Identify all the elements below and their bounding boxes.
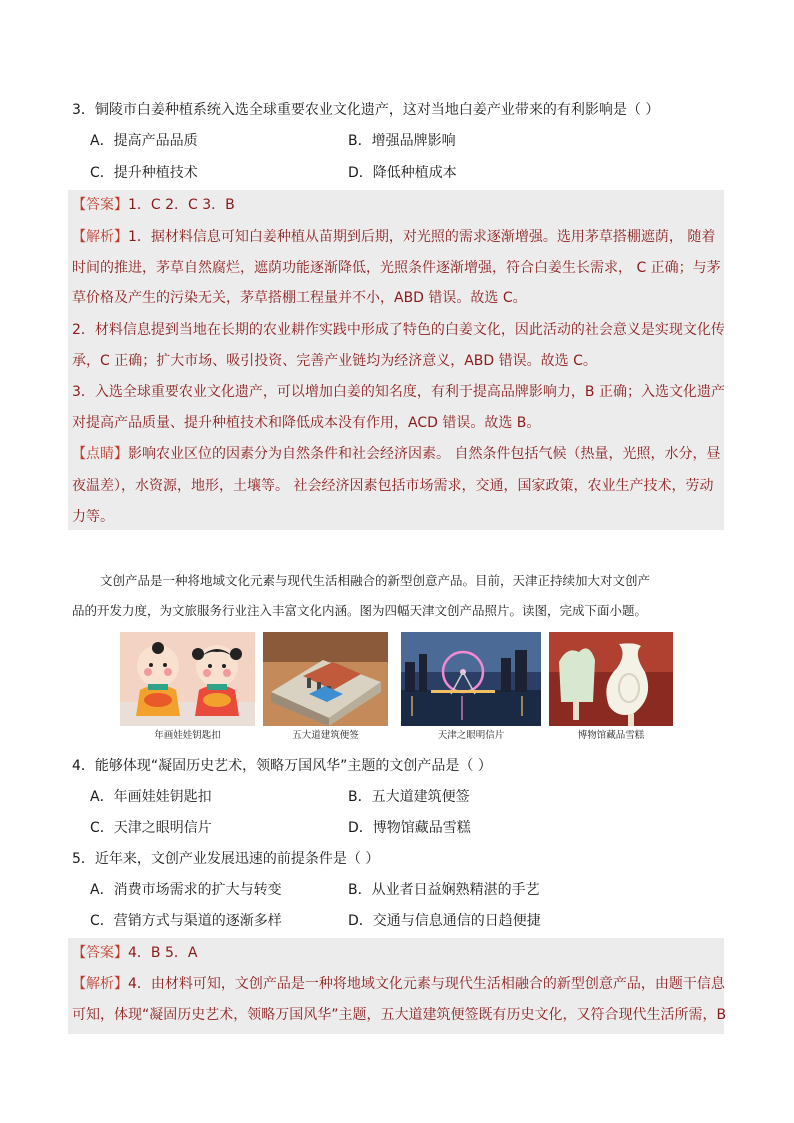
analysis-text: 4．由材料可知，文创产品是一种将地域文化元素与现代生活相融合的新型创意产品，由题干信息 — [128, 976, 725, 992]
photo-caption-4: 博物馆藏品雪糕 — [577, 730, 645, 741]
q3-option-d: D．降低种植成本 — [348, 165, 457, 181]
answer-text: 4．B 5．A — [128, 945, 198, 961]
tip-1-line-1 — [72, 444, 720, 464]
answer-text: 1．C 2．C 3．B — [128, 197, 235, 213]
q5-option-d: D．交通与信息通信的日趋便捷 — [348, 913, 541, 929]
intro-line-1: 文创产品是一种将地域文化元素与现代生活相融合的新型创意产品。目前，天津正持续加大对文创产 — [100, 573, 651, 588]
analysis-2-line-2: 可知，体现“凝固历史艺术，领略万国风华”主题，五大道建筑便签既有历史文化，又符合现代生活所需，B — [72, 1007, 727, 1023]
q4-option-a: A．年画娃娃钥匙扣 — [90, 789, 212, 805]
question-5-stem: 5．近年来，文创产业发展迅速的前提条件是（ ） — [72, 851, 380, 867]
tip-1-line-2: 夜温差），水资源，地形，土壤等。 社会经济因素包括市场需求，交通，国家政策，农业生产技术，劳动 — [72, 478, 714, 494]
analysis-1-line-3: 草价格及产生的污染无关，茅草搭棚工程量并不小，ABD 错误。故选 C。 — [72, 290, 527, 306]
question-3-stem: 3．铜陵市白姜种植系统入选全球重要农业文化遗产，这对当地白姜产业带来的有利影响是（ ） — [72, 102, 660, 118]
analysis-1-line-6: 3．入选全球重要农业文化遗产，可以增加白姜的知名度，有利于提高品牌影响力，B 正确；入选文化遗产 — [72, 384, 725, 400]
answer-tag: 【答案】 — [72, 197, 128, 213]
analysis-1-line-4: 2．材料信息提到当地在长期的农业耕作实践中形成了特色的白姜文化，因此活动的社会意义是实现文化传 — [72, 322, 725, 338]
q4-option-c: C．天津之眼明信片 — [90, 820, 212, 836]
building-notes-photo — [263, 632, 388, 726]
photo-caption-2: 五大道建筑便签 — [292, 730, 359, 741]
q4-option-b: B．五大道建筑便签 — [348, 789, 470, 805]
q4-option-d: D．博物馆藏品雪糕 — [348, 820, 471, 836]
question-4-stem: 4．能够体现“凝固历史艺术，领略万国风华”主题的文创产品是（ ） — [72, 758, 492, 774]
photo-caption-3: 天津之眼明信片 — [437, 730, 505, 741]
analysis-text: 1．据材料信息可知白姜种植从苗期到后期，对光照的需求逐渐增强。选用茅草搭棚遮荫， 随着 — [128, 229, 716, 245]
tip-text: 影响农业区位的因素分为自然条件和社会经济因素。 自然条件包括气候（热量，光照，水分，昼 — [128, 446, 721, 462]
answer-2 — [72, 943, 197, 963]
analysis-1-line-5: 承，C 正确；扩大市场、吸引投资、完善产业链均为经济意义，ABD 错误。故选 C。 — [72, 353, 597, 369]
intro-line-2: 品的开发力度，为文旅服务行业注入丰富文化内涵。图为四幅天津文创产品照片。读图，完成下面小题。 — [72, 603, 648, 618]
q3-option-c: C．提升种植技术 — [90, 165, 198, 181]
q3-option-a: A．提高产品品质 — [90, 133, 198, 149]
q5-option-c: C．营销方式与渠道的逐渐多样 — [90, 913, 282, 929]
ferris-wheel-photo — [401, 632, 541, 726]
tip-1-line-3: 力等。 — [72, 509, 114, 525]
tip-tag: 【点睛】 — [72, 446, 128, 462]
q5-option-a: A．消费市场需求的扩大与转变 — [90, 882, 282, 898]
q5-option-b: B．从业者日益娴熟精湛的手艺 — [348, 882, 540, 898]
analysis-1-line-2: 时间的推进，茅草自然腐烂，遮荫功能逐渐降低，光照条件逐渐增强，符合白姜生长需求， C 正确；与茅 — [72, 260, 721, 276]
analysis-tag: 【解析】 — [72, 976, 128, 992]
analysis-1-line-1 — [72, 227, 715, 247]
analysis-1-line-7: 对提高产品质量、提升种植技术和降低成本没有作用，ACD 错误。故选 B。 — [72, 415, 541, 431]
answer-1 — [72, 195, 235, 215]
ice-cream-photo — [549, 632, 673, 726]
analysis-tag: 【解析】 — [72, 229, 128, 245]
q3-option-b: B．增强品牌影响 — [348, 133, 456, 149]
doll-keychain-photo — [120, 632, 255, 726]
analysis-2-line-1 — [72, 974, 725, 994]
answer-tag: 【答案】 — [72, 945, 128, 961]
photo-caption-1: 年画娃娃钥匙扣 — [154, 730, 221, 741]
